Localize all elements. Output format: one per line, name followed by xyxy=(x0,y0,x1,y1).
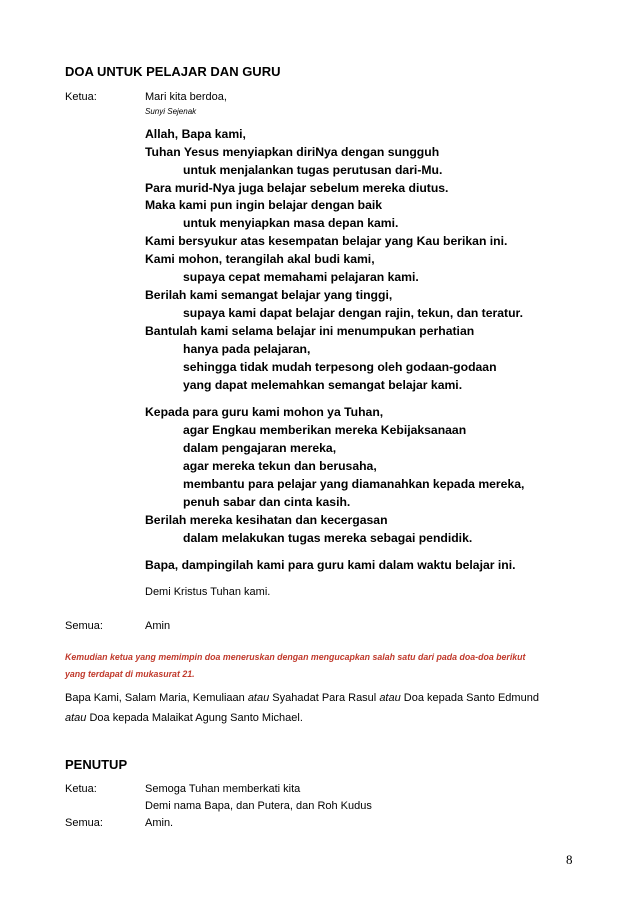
penutup-amin: Amin. xyxy=(145,817,174,829)
ketua-text: Mari kita berdoa, xyxy=(145,91,227,103)
sunyi-sejenak: Sunyi Sejenak xyxy=(145,107,197,116)
page-title: DOA UNTUK PELAJAR DAN GURU xyxy=(65,64,281,79)
prayer-options xyxy=(65,688,539,728)
option-or: atau xyxy=(247,692,270,704)
option-text: Bapa Kami, Salam Maria, Kemuliaan xyxy=(65,692,248,704)
ketua-label: Ketua: xyxy=(65,91,97,103)
prayer-line: supaya kami dapat belajar dengan rajin, tekun, dan teratur. xyxy=(183,306,523,320)
prayer-line: agar Engkau memberikan mereka Kebijaksanaan xyxy=(183,423,467,437)
prayer-line: dalam pengajaran mereka, xyxy=(183,441,337,455)
penutup-semua-label: Semua: xyxy=(65,817,103,829)
prayer-line: Tuhan Yesus menyiapkan diriNya dengan sungguh xyxy=(145,145,440,159)
option-or: atau xyxy=(65,712,87,724)
prayer-line: Maka kami pun ingin belajar dengan baik xyxy=(145,198,383,212)
semua-label: Semua: xyxy=(65,620,103,632)
prayer-line: dalam melakukan tugas mereka sebagai pendidik. xyxy=(183,531,473,545)
prayer-line: Bantulah kami selama belajar ini menumpukan perhatian xyxy=(145,324,475,338)
instruction-note-line2: yang terdapat di mukasurat 21. xyxy=(65,669,195,679)
prayer-line: sehingga tidak mudah terpesong oleh godaan-godaan xyxy=(183,360,497,374)
prayer-line: penuh sabar dan cinta kasih. xyxy=(183,495,351,509)
penutup-line2: Demi nama Bapa, dan Putera, dan Roh Kudus xyxy=(145,800,372,812)
semua-amin: Amin xyxy=(145,620,171,632)
prayer-line: agar mereka tekun dan berusaha, xyxy=(183,459,377,473)
option-text: Doa kepada Malaikat Agung Santo Michael. xyxy=(86,712,303,724)
instruction-note-line1: Kemudian ketua yang memimpin doa meneruskan dengan mengucapkan salah satu dari pada doa-doa berikut xyxy=(65,652,526,662)
prayer-line: untuk menyiapkan masa depan kami. xyxy=(183,216,399,230)
prayer-line: supaya cepat memahami pelajaran kami. xyxy=(183,270,419,284)
prayer-line: yang dapat melemahkan semangat belajar kami. xyxy=(183,378,463,392)
prayer-line: Kepada para guru kami mohon ya Tuhan, xyxy=(145,405,384,419)
penutup-ketua-label: Ketua: xyxy=(65,783,97,795)
option-text: Syahadat Para Rasul xyxy=(269,692,380,704)
prayer-line: Berilah kami semangat belajar yang tinggi, xyxy=(145,288,393,302)
prayer-line: Allah, Bapa kami, xyxy=(145,127,246,141)
prayer-line: membantu para pelajar yang diamanahkan kepada mereka, xyxy=(183,477,525,491)
prayer-line: Bapa, dampingilah kami para guru kami dalam waktu belajar ini. xyxy=(145,558,516,572)
prayer-line: Kami bersyukur atas kesempatan belajar yang Kau berikan ini. xyxy=(145,234,508,248)
prayer-line: hanya pada pelajaran, xyxy=(183,342,311,356)
page-number: 8 xyxy=(566,852,573,867)
prayer-line: untuk menjalankan tugas perutusan dari-Mu. xyxy=(183,163,443,177)
penutup-title: PENUTUP xyxy=(65,757,128,772)
prayer-line: Berilah mereka kesihatan dan kecergasan xyxy=(145,513,388,527)
option-or: atau xyxy=(379,692,401,704)
prayer-line: Para murid-Nya juga belajar sebelum mereka diutus. xyxy=(145,181,449,195)
option-text: Doa kepada Santo Edmund xyxy=(400,692,539,704)
demi-kristus: Demi Kristus Tuhan kami. xyxy=(145,586,271,598)
prayer-line: Kami mohon, terangilah akal budi kami, xyxy=(145,252,375,266)
penutup-line1: Semoga Tuhan memberkati kita xyxy=(145,783,301,795)
